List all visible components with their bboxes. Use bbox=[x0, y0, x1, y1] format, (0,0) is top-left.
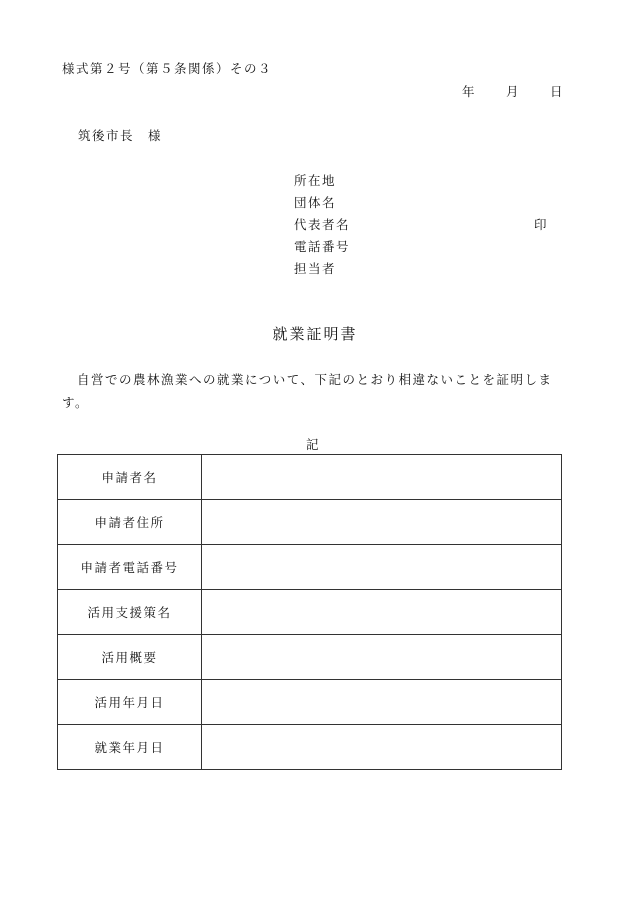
applicant-address-label: 申請者住所 bbox=[58, 500, 202, 545]
applicant-address-value[interactable] bbox=[202, 500, 562, 545]
body-text: 自営での農林漁業への就業について、下記のとおり相違ないことを証明します。 bbox=[62, 372, 553, 410]
date-month-label: 月 bbox=[506, 84, 521, 99]
applicant-name-value[interactable] bbox=[202, 455, 562, 500]
table-row bbox=[58, 455, 562, 500]
applicant-contact-person-label: 担当者 bbox=[294, 261, 337, 276]
date-year-label: 年 bbox=[462, 84, 477, 99]
applicant-phone-value[interactable] bbox=[202, 545, 562, 590]
form-number: 様式第２号（第５条関係）その３ bbox=[62, 61, 273, 76]
applicant-location-label: 所在地 bbox=[294, 173, 337, 188]
applicant-phone-label: 申請者電話番号 bbox=[58, 545, 202, 590]
record-table bbox=[57, 454, 562, 770]
table-row bbox=[58, 725, 562, 770]
addressee-name: 筑後市長 bbox=[78, 128, 135, 143]
applicant-phone-label: 電話番号 bbox=[294, 239, 351, 254]
applicant-organization-label: 団体名 bbox=[294, 195, 337, 210]
applicant-representative-label: 代表者名 bbox=[294, 217, 351, 232]
support-measure-name-label: 活用支援策名 bbox=[58, 590, 202, 635]
table-row bbox=[58, 635, 562, 680]
applicant-name-label: 申請者名 bbox=[58, 455, 202, 500]
table-row bbox=[58, 680, 562, 725]
usage-date-label: 活用年月日 bbox=[58, 680, 202, 725]
date-day-label: 日 bbox=[550, 84, 565, 99]
addressee-honorific: 様 bbox=[148, 128, 163, 143]
table-row bbox=[58, 590, 562, 635]
usage-date-value[interactable] bbox=[202, 680, 562, 725]
date-line bbox=[462, 82, 564, 100]
document-title: 就業証明書 bbox=[272, 325, 358, 343]
employment-date-label: 就業年月日 bbox=[58, 725, 202, 770]
usage-summary-label: 活用概要 bbox=[58, 635, 202, 680]
usage-summary-value[interactable] bbox=[202, 635, 562, 680]
record-heading: 記 bbox=[305, 437, 320, 452]
table-row bbox=[58, 545, 562, 590]
addressee bbox=[78, 126, 162, 144]
seal-mark: 印 bbox=[534, 217, 549, 232]
table-row bbox=[58, 500, 562, 545]
support-measure-name-value[interactable] bbox=[202, 590, 562, 635]
employment-date-value[interactable] bbox=[202, 725, 562, 770]
